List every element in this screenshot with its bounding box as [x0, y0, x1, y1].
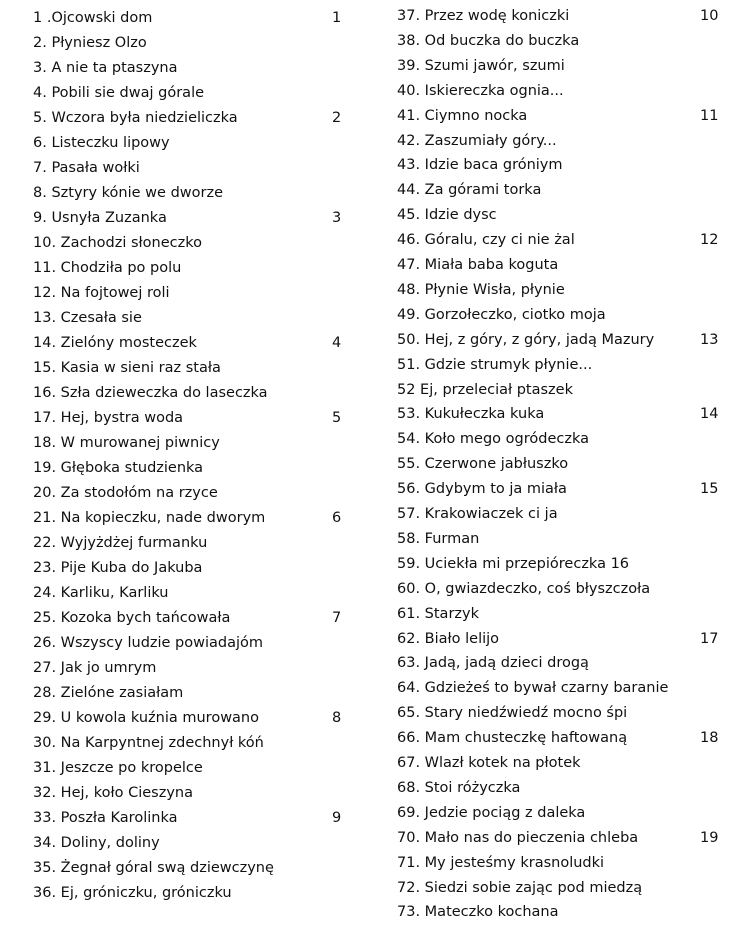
toc-entry-title: 45. Idzie dysc	[397, 207, 497, 224]
toc-entry-page: 12	[700, 232, 719, 249]
toc-entry-title: 58. Furman	[397, 530, 480, 547]
toc-entry-title: 24. Karliku, Karliku	[33, 585, 169, 601]
toc-entry-page: 7	[332, 610, 342, 626]
toc-entry-title: 3. A nie ta ptaszyna	[33, 60, 178, 76]
toc-entry-page: 11	[700, 107, 719, 124]
toc-entry-title: 26. Wszyscy ludzie powiadajóm	[33, 635, 264, 651]
toc-entry-title: 71. My jesteśmy krasnoludki	[397, 854, 605, 871]
toc-entry-title: 8. Sztyry kónie we dworze	[33, 185, 223, 201]
toc-entry-page: 2	[332, 110, 342, 126]
toc-entry-title: 57. Krakowiaczek ci ja	[397, 506, 558, 522]
toc-entry-page: 19	[700, 829, 719, 846]
toc-entry-page: 4	[332, 335, 342, 351]
toc-entry-title: 39. Szumi jawór, szumi	[397, 57, 565, 74]
toc-entry-title: 10. Zachodzi słoneczko	[33, 235, 202, 251]
toc-entry-title: 31. Jeszcze po kropelce	[33, 760, 203, 776]
toc-entry-title: 33. Poszła Karolinka	[33, 810, 178, 826]
toc-entry-page: 13	[700, 331, 719, 348]
toc-entry-title: 68. Stoi różyczka	[397, 779, 521, 796]
toc-entry-title: 67. Wlazł kotek na płotek	[397, 755, 581, 771]
toc-entry-page: 17	[700, 630, 719, 647]
toc-entry-page: 8	[332, 710, 342, 726]
toc-entry-title: 19. Głęboka studzienka	[33, 460, 204, 476]
toc-entry-title: 56. Gdybym to ja miała	[397, 481, 567, 498]
toc-entry-title: 5. Wczora była niedzieliczka	[33, 110, 238, 126]
toc-entry-title: 13. Czesała sie	[33, 310, 142, 326]
toc-entry-title: 28. Zielóne zasiałam	[33, 685, 184, 701]
toc-entry-page: 1	[332, 10, 342, 26]
toc-entry-title: 59. Uciekła mi przepióreczka 16	[397, 555, 630, 572]
toc-entry-page: 18	[700, 730, 719, 747]
toc-entry-title: 29. U kowola kuźnia murowano	[33, 710, 259, 726]
toc-entry-page: 14	[700, 406, 719, 423]
toc-entry-page: 10	[700, 8, 719, 24]
toc-entry-page: 6	[332, 510, 342, 526]
toc-entry-title: 72. Siedzi sobie zając pod miedzą	[397, 879, 643, 896]
toc-entry-title: 7. Pasała wołki	[33, 160, 140, 176]
toc-entry-title: 60. O, gwiazdeczko, coś błyszczoła	[397, 580, 651, 597]
toc-entry-title: 44. Za górami torka	[397, 182, 542, 199]
toc-entry-title: 51. Gdzie strumyk płynie...	[397, 356, 593, 373]
toc-entry-title: 64. Gdzieżeś to bywał czarny baranie	[397, 680, 669, 697]
toc-entry-title: 6. Listeczku lipowy	[33, 135, 170, 151]
toc-entry-title: 69. Jedzie pociąg z daleka	[397, 804, 586, 821]
toc-entry-title: 30. Na Karpyntnej zdechnył kóń	[33, 735, 264, 751]
toc-entry-title: 32. Hej, koło Cieszyna	[33, 785, 193, 801]
toc-entry-title: 73. Mateczko kochana	[397, 904, 559, 921]
toc-entry-title: 54. Koło mego ogródeczka	[397, 431, 589, 448]
toc-entry-title: 63. Jadą, jadą dzieci drogą	[397, 655, 589, 672]
toc-entry-title: 53. Kukułeczka kuka	[397, 406, 545, 423]
toc-entry-title: 34. Doliny, doliny	[33, 835, 160, 851]
toc-entry-title: 52 Ej, przeleciał ptaszek	[397, 381, 573, 398]
toc-entry-title: 20. Za stodołóm na rzyce	[33, 485, 218, 501]
toc-entry-title: 61. Starzyk	[397, 605, 479, 622]
toc-entry-title: 16. Szła dzieweczka do laseczka	[33, 385, 268, 401]
toc-entry-title: 35. Żegnał góral swą dziewczynę	[33, 860, 274, 876]
toc-entry-title: 47. Miała baba koguta	[397, 257, 559, 273]
toc-entry-title: 43. Idzie baca gróniym	[397, 157, 563, 174]
toc-entry-page: 9	[332, 810, 342, 826]
toc-entry-title: 11. Chodziła po polu	[33, 260, 182, 276]
toc-entry-page: 5	[332, 410, 342, 426]
toc-entry-title: 9. Usnyła Zuzanka	[33, 210, 167, 226]
toc-entry-title: 66. Mam chusteczkę haftowaną	[397, 730, 628, 747]
toc-entry-title: 62. Biało lelijo	[397, 630, 500, 647]
toc-entry-title: 21. Na kopieczku, nade dworym	[33, 510, 266, 526]
toc-entry-title: 1 .Ojcowski dom	[33, 10, 153, 26]
toc-entry-title: 70. Mało nas do pieczenia chleba	[397, 829, 639, 846]
toc-entry-title: 22. Wyjyżdżej furmanku	[33, 535, 208, 551]
toc-entry-title: 4. Pobili sie dwaj górale	[33, 85, 205, 101]
toc-entry-title: 27. Jak jo umrym	[33, 660, 157, 676]
toc-entry-title: 41. Ciymno nocka	[397, 107, 528, 124]
toc-entry-title: 49. Gorzołeczko, ciotko moja	[397, 306, 606, 323]
toc-entry-title: 25. Kozoka bych tańcowała	[33, 610, 231, 626]
toc-entry-title: 23. Pije Kuba do Jakuba	[33, 560, 203, 576]
toc-entry-page: 3	[332, 210, 342, 226]
toc-entry-page: 15	[700, 481, 719, 498]
toc-entry-title: 2. Płyniesz Olzo	[33, 35, 147, 51]
toc-entry-title: 36. Ej, gróniczku, gróniczku	[33, 885, 232, 901]
toc-entry-title: 12. Na fojtowej roli	[33, 285, 170, 301]
toc-entry-title: 37. Przez wodę koniczki	[397, 8, 570, 24]
toc-entry-title: 46. Góralu, czy ci nie żal	[397, 232, 575, 249]
toc-entry-title: 65. Stary niedźwiedź mocno śpi	[397, 705, 628, 722]
toc-entry-title: 48. Płynie Wisła, płynie	[397, 281, 565, 298]
toc-entry-title: 50. Hej, z góry, z góry, jadą Mazury	[397, 331, 655, 348]
toc-entry-title: 55. Czerwone jabłuszko	[397, 456, 569, 473]
toc-entry-title: 18. W murowanej piwnicy	[33, 435, 220, 451]
toc-entry-title: 38. Od buczka do buczka	[397, 32, 580, 49]
toc-entry-title: 42. Zaszumiały góry...	[397, 132, 557, 149]
toc-entry-title: 15. Kasia w sieni raz stała	[33, 360, 221, 376]
toc-entry-title: 17. Hej, bystra woda	[33, 410, 184, 426]
toc-entry-title: 14. Zielóny mosteczek	[33, 335, 197, 351]
toc-entry-title: 40. Iskiereczka ognia...	[397, 82, 564, 99]
